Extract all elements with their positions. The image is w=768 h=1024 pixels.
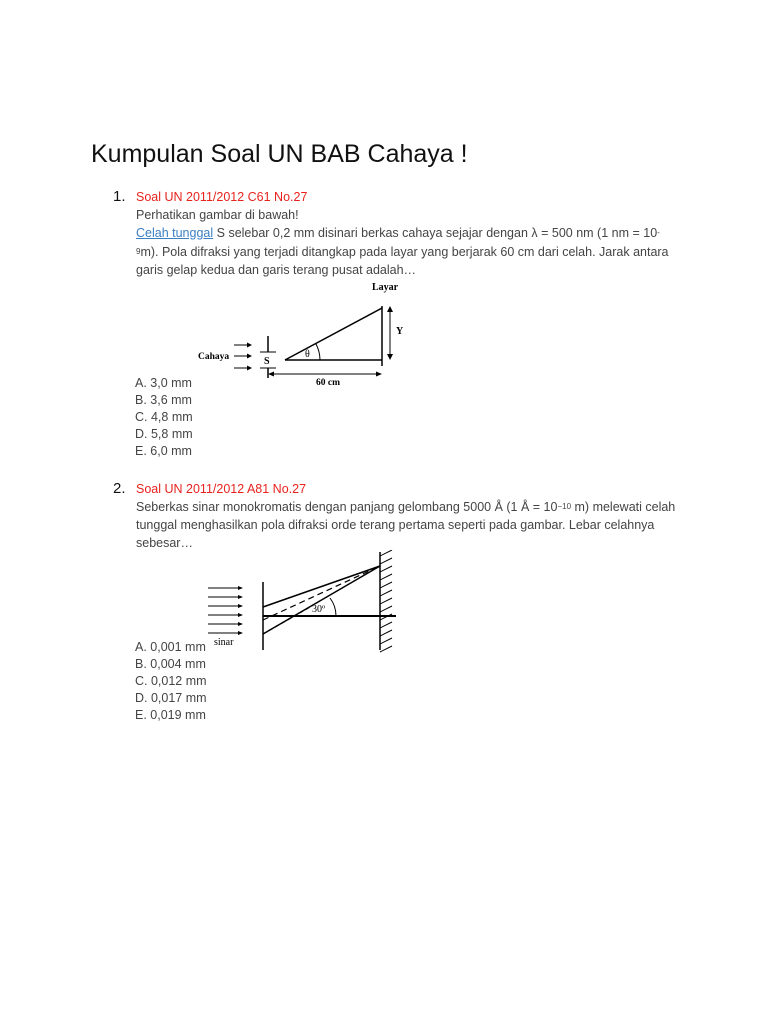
option-b: B. 0,004 mm bbox=[135, 657, 206, 671]
distance-arrow-head-right bbox=[376, 372, 382, 377]
option-e: E. 6,0 mm bbox=[135, 444, 192, 458]
lower-ray bbox=[263, 566, 380, 634]
sinar-label: sinar bbox=[214, 637, 234, 648]
theta-arc bbox=[316, 344, 320, 360]
angle-label: 30º bbox=[312, 604, 326, 615]
distance-label: 60 cm bbox=[316, 378, 341, 388]
question-2-options bbox=[135, 639, 207, 724]
option-c: C. 0,012 mm bbox=[135, 674, 207, 688]
option-a: A. 0,001 mm bbox=[135, 640, 206, 654]
question-2-source: Soal UN 2011/2012 A81 No.27 bbox=[136, 482, 307, 496]
question-2-line-1a: Seberkas sinar monokromatis dengan panjang gelombang 5000 Å (1 Å = 10 bbox=[136, 500, 558, 514]
theta-label: θ bbox=[305, 349, 310, 360]
question-1-line-2 bbox=[136, 226, 660, 240]
y-label: Y bbox=[396, 326, 404, 337]
y-arrow-head-top bbox=[387, 306, 393, 312]
question-1-number: 1. bbox=[113, 188, 126, 205]
question-1-line-4: garis gelap kedua dan garis terang pusat adalah… bbox=[136, 263, 417, 277]
page-title: Kumpulan Soal UN BAB Cahaya ! bbox=[91, 140, 468, 168]
superscript-9: 9 bbox=[136, 247, 141, 256]
question-1-line-1: Perhatikan gambar di bawah! bbox=[136, 208, 299, 222]
question-2-line-1b: m) melewati celah bbox=[571, 500, 676, 514]
light-arrow-head-3 bbox=[247, 366, 252, 371]
superscript-dash: - bbox=[657, 228, 660, 237]
question-2-number: 2. bbox=[113, 480, 126, 497]
question-1-options bbox=[135, 375, 193, 460]
question-1-source: Soal UN 2011/2012 C61 No.27 bbox=[136, 190, 308, 204]
option-a: A. 3,0 mm bbox=[135, 376, 192, 390]
diffracted-ray bbox=[285, 308, 382, 360]
incoming-light-arrows bbox=[208, 588, 240, 633]
screen-hatching bbox=[380, 550, 392, 652]
y-arrow-head-bottom bbox=[387, 354, 393, 360]
question-2-line-2: tunggal menghasilkan pola difraksi orde terang pertama seperti pada gambar. Lebar celahnya bbox=[136, 518, 655, 532]
single-slit-diagram bbox=[190, 278, 420, 393]
option-d: D. 0,017 mm bbox=[135, 691, 207, 705]
celah-tunggal-link[interactable]: Celah tunggal bbox=[136, 226, 214, 240]
light-arrow-head-2 bbox=[247, 354, 252, 359]
distance-arrow-head-left bbox=[268, 372, 274, 377]
question-2-line-3: sebesar… bbox=[136, 536, 193, 550]
question-1-line-3 bbox=[136, 245, 669, 259]
diffraction-angle-diagram bbox=[200, 550, 400, 655]
slit-label: S bbox=[264, 356, 270, 367]
option-c: C. 4,8 mm bbox=[135, 410, 193, 424]
question-1-line-2-text: S selebar 0,2 mm disinari berkas cahaya sejajar dengan λ = 500 nm (1 nm = 10 bbox=[213, 226, 658, 240]
cahaya-label: Cahaya bbox=[198, 352, 230, 362]
option-b: B. 3,6 mm bbox=[135, 393, 192, 407]
question-2-line-1 bbox=[136, 500, 675, 514]
light-arrow-head-1 bbox=[247, 343, 252, 348]
question-1-line-3-text: m). Pola difraksi yang terjadi ditangkap pada layar yang berjarak 60 cm dari celah. Jarak antara bbox=[140, 245, 669, 259]
angle-arc bbox=[330, 598, 336, 616]
option-e: E. 0,019 mm bbox=[135, 708, 206, 722]
option-d: D. 5,8 mm bbox=[135, 427, 193, 441]
layar-label: Layar bbox=[372, 282, 399, 293]
superscript-minus-10: −10 bbox=[557, 502, 572, 511]
incoming-arrow-heads bbox=[238, 586, 243, 635]
